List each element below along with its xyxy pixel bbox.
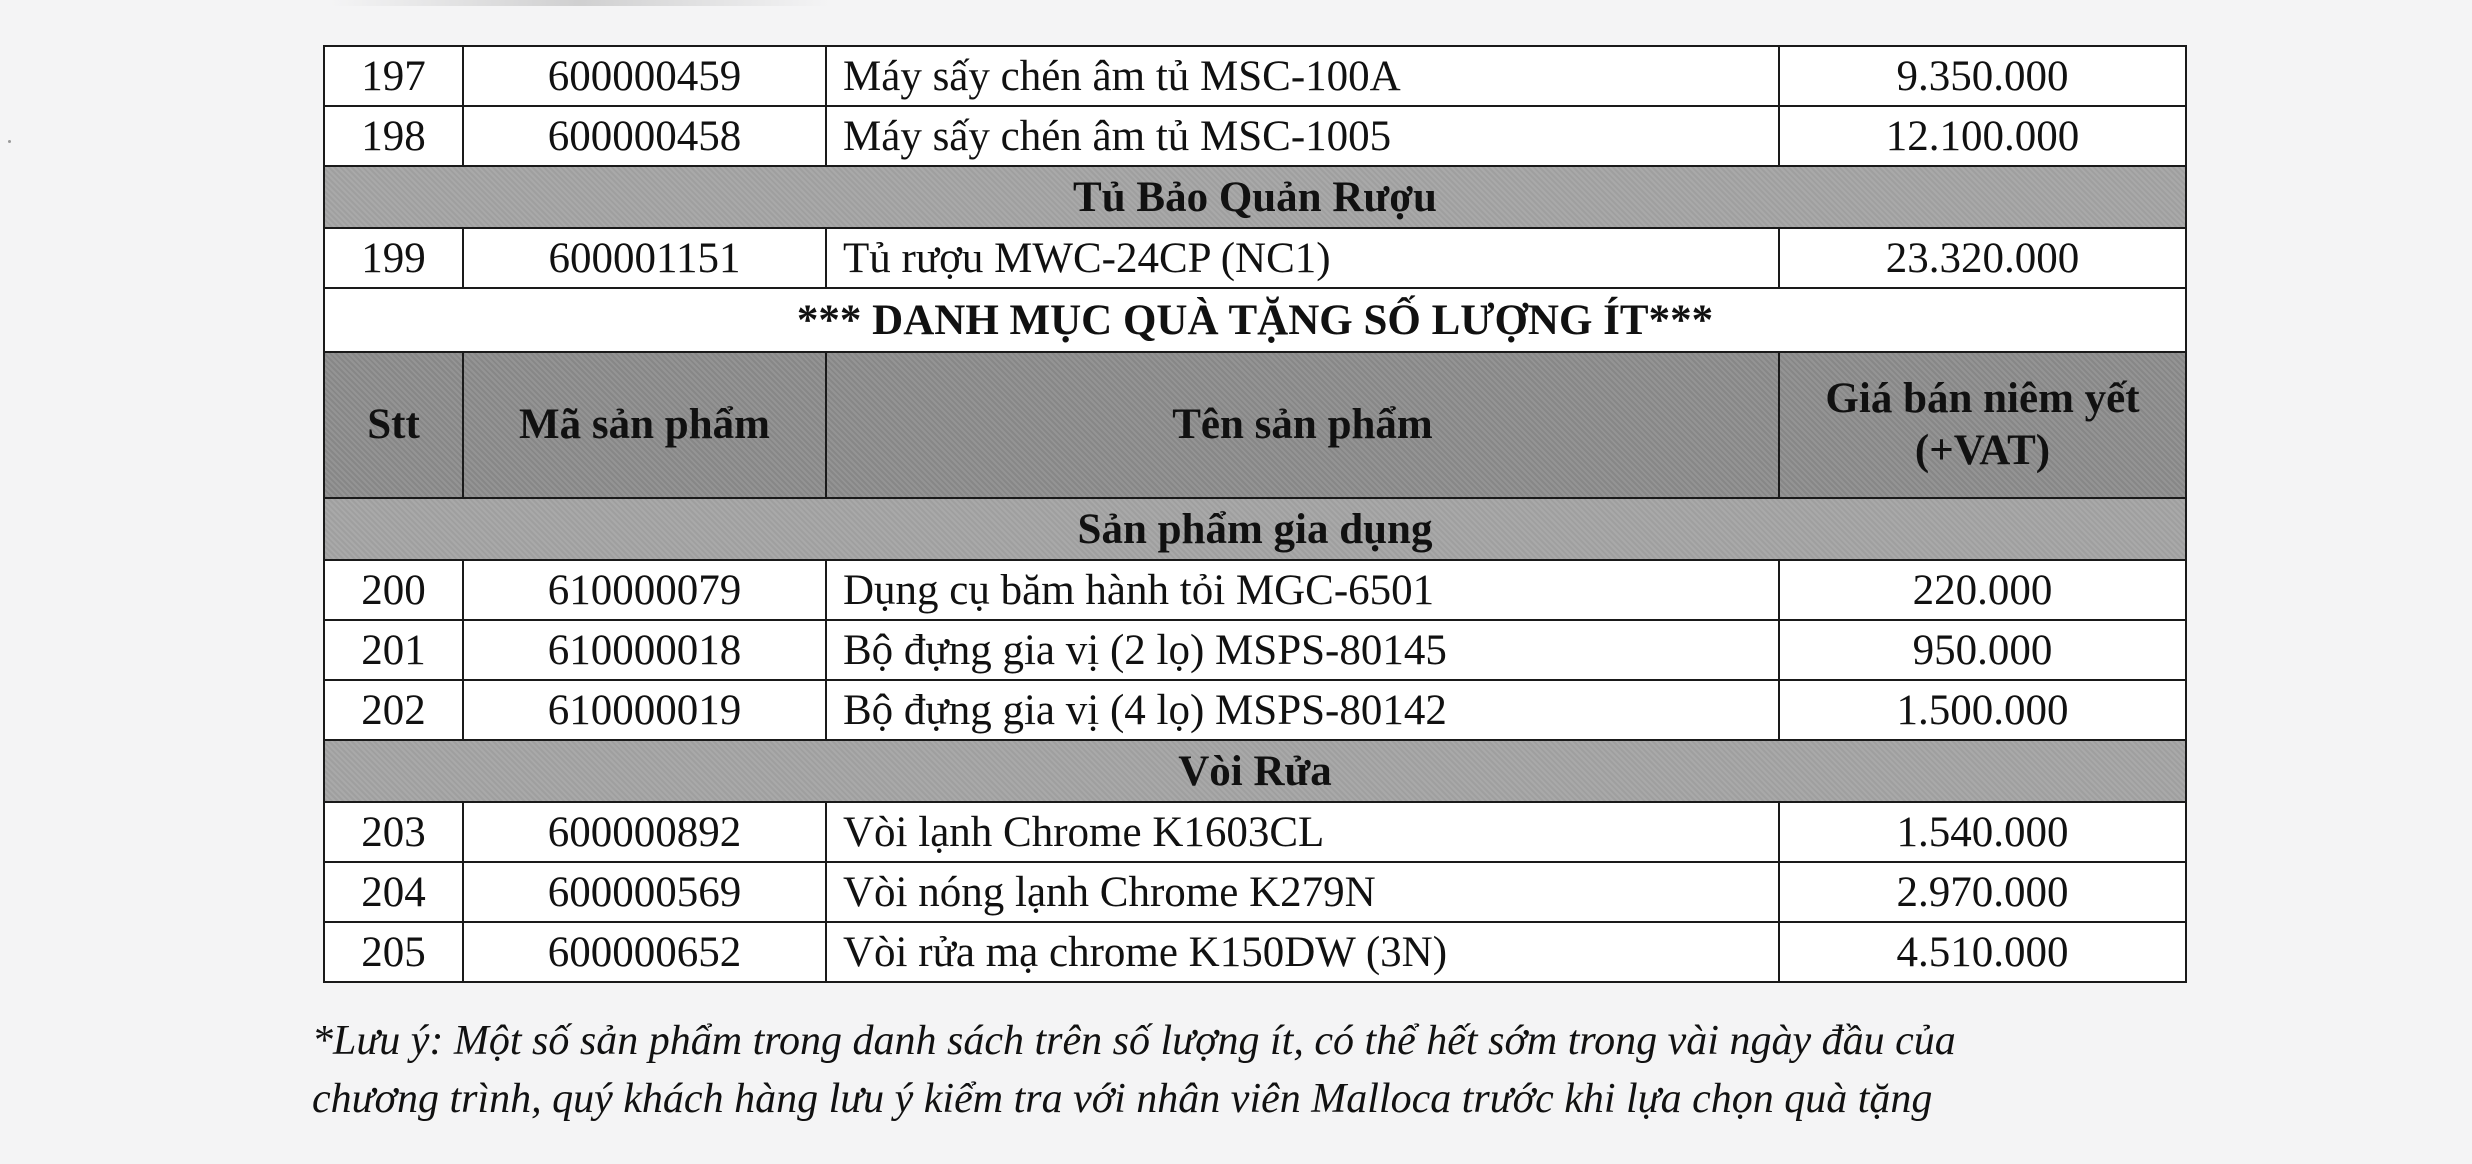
row-product-name: Tủ rượu MWC-24CP (NC1) — [826, 228, 1779, 288]
table-row — [324, 560, 2186, 620]
table-row — [324, 862, 2186, 922]
table-row — [324, 802, 2186, 862]
row-product-name: Bộ đựng gia vị (4 lọ) MSPS-80142 — [826, 680, 1779, 740]
section-title: Sản phẩm gia dụng — [324, 498, 2186, 560]
footnote — [312, 1012, 2212, 1128]
header-stt: Stt — [324, 352, 463, 498]
row-price: 1.540.000 — [1779, 802, 2186, 862]
row-product-code: 610000019 — [463, 680, 826, 740]
gift-catalog-banner — [324, 288, 2186, 352]
row-product-code: 610000079 — [463, 560, 826, 620]
row-product-code: 610000018 — [463, 620, 826, 680]
footnote-line-1: *Lưu ý: Một số sản phẩm trong danh sách trên số lượng ít, có thể hết sớm trong vài ngày đầu của — [312, 1018, 1956, 1064]
row-product-code: 600000569 — [463, 862, 826, 922]
header-product-code: Mã sản phẩm — [463, 352, 826, 498]
header-price-line2: (+VAT) — [1914, 427, 2051, 474]
row-price: 220.000 — [1779, 560, 2186, 620]
row-product-name: Dụng cụ băm hành tỏi MGC-6501 — [826, 560, 1779, 620]
table-row — [324, 106, 2186, 166]
header-price-line1: Giá bán niêm yết — [1825, 375, 2140, 423]
section-title: Tủ Bảo Quản Rượu — [324, 166, 2186, 228]
row-price: 12.100.000 — [1779, 106, 2186, 166]
row-stt: 197 — [324, 46, 463, 106]
row-price: 2.970.000 — [1779, 862, 2186, 922]
table-header — [324, 352, 2186, 498]
table-row — [324, 680, 2186, 740]
row-price: 1.500.000 — [1779, 680, 2186, 740]
scan-speck — [8, 140, 11, 143]
price-list-table — [323, 45, 2187, 983]
scan-top-fade — [330, 0, 830, 6]
row-stt: 205 — [324, 922, 463, 982]
section-header-faucet — [324, 740, 2186, 802]
row-product-name: Vòi lạnh Chrome K1603CL — [826, 802, 1779, 862]
row-product-code: 600001151 — [463, 228, 826, 288]
table-row — [324, 228, 2186, 288]
row-price: 4.510.000 — [1779, 922, 2186, 982]
row-product-name: Máy sấy chén âm tủ MSC-100A — [826, 46, 1779, 106]
row-stt: 201 — [324, 620, 463, 680]
table-row — [324, 46, 2186, 106]
row-stt: 200 — [324, 560, 463, 620]
row-stt: 203 — [324, 802, 463, 862]
table-row — [324, 922, 2186, 982]
header-price — [1779, 352, 2186, 498]
header-product-name: Tên sản phẩm — [826, 352, 1779, 498]
row-stt: 204 — [324, 862, 463, 922]
row-product-code: 600000459 — [463, 46, 826, 106]
footnote-line-2: chương trình, quý khách hàng lưu ý kiểm tra với nhân viên Malloca trước khi lựa chọn quà tặng — [312, 1076, 1933, 1122]
banner-title: *** DANH MỤC QUÀ TẶNG SỐ LƯỢNG ÍT*** — [324, 288, 2186, 352]
section-header-wine-cabinet — [324, 166, 2186, 228]
row-product-name: Vòi nóng lạnh Chrome K279N — [826, 862, 1779, 922]
row-price: 950.000 — [1779, 620, 2186, 680]
row-price: 9.350.000 — [1779, 46, 2186, 106]
row-stt: 199 — [324, 228, 463, 288]
row-product-code: 600000458 — [463, 106, 826, 166]
row-stt: 202 — [324, 680, 463, 740]
row-stt: 198 — [324, 106, 463, 166]
section-header-household — [324, 498, 2186, 560]
section-title: Vòi Rửa — [324, 740, 2186, 802]
row-product-name: Máy sấy chén âm tủ MSC-1005 — [826, 106, 1779, 166]
row-product-code: 600000652 — [463, 922, 826, 982]
table-row — [324, 620, 2186, 680]
row-product-name: Bộ đựng gia vị (2 lọ) MSPS-80145 — [826, 620, 1779, 680]
row-product-name: Vòi rửa mạ chrome K150DW (3N) — [826, 922, 1779, 982]
row-price: 23.320.000 — [1779, 228, 2186, 288]
row-product-code: 600000892 — [463, 802, 826, 862]
